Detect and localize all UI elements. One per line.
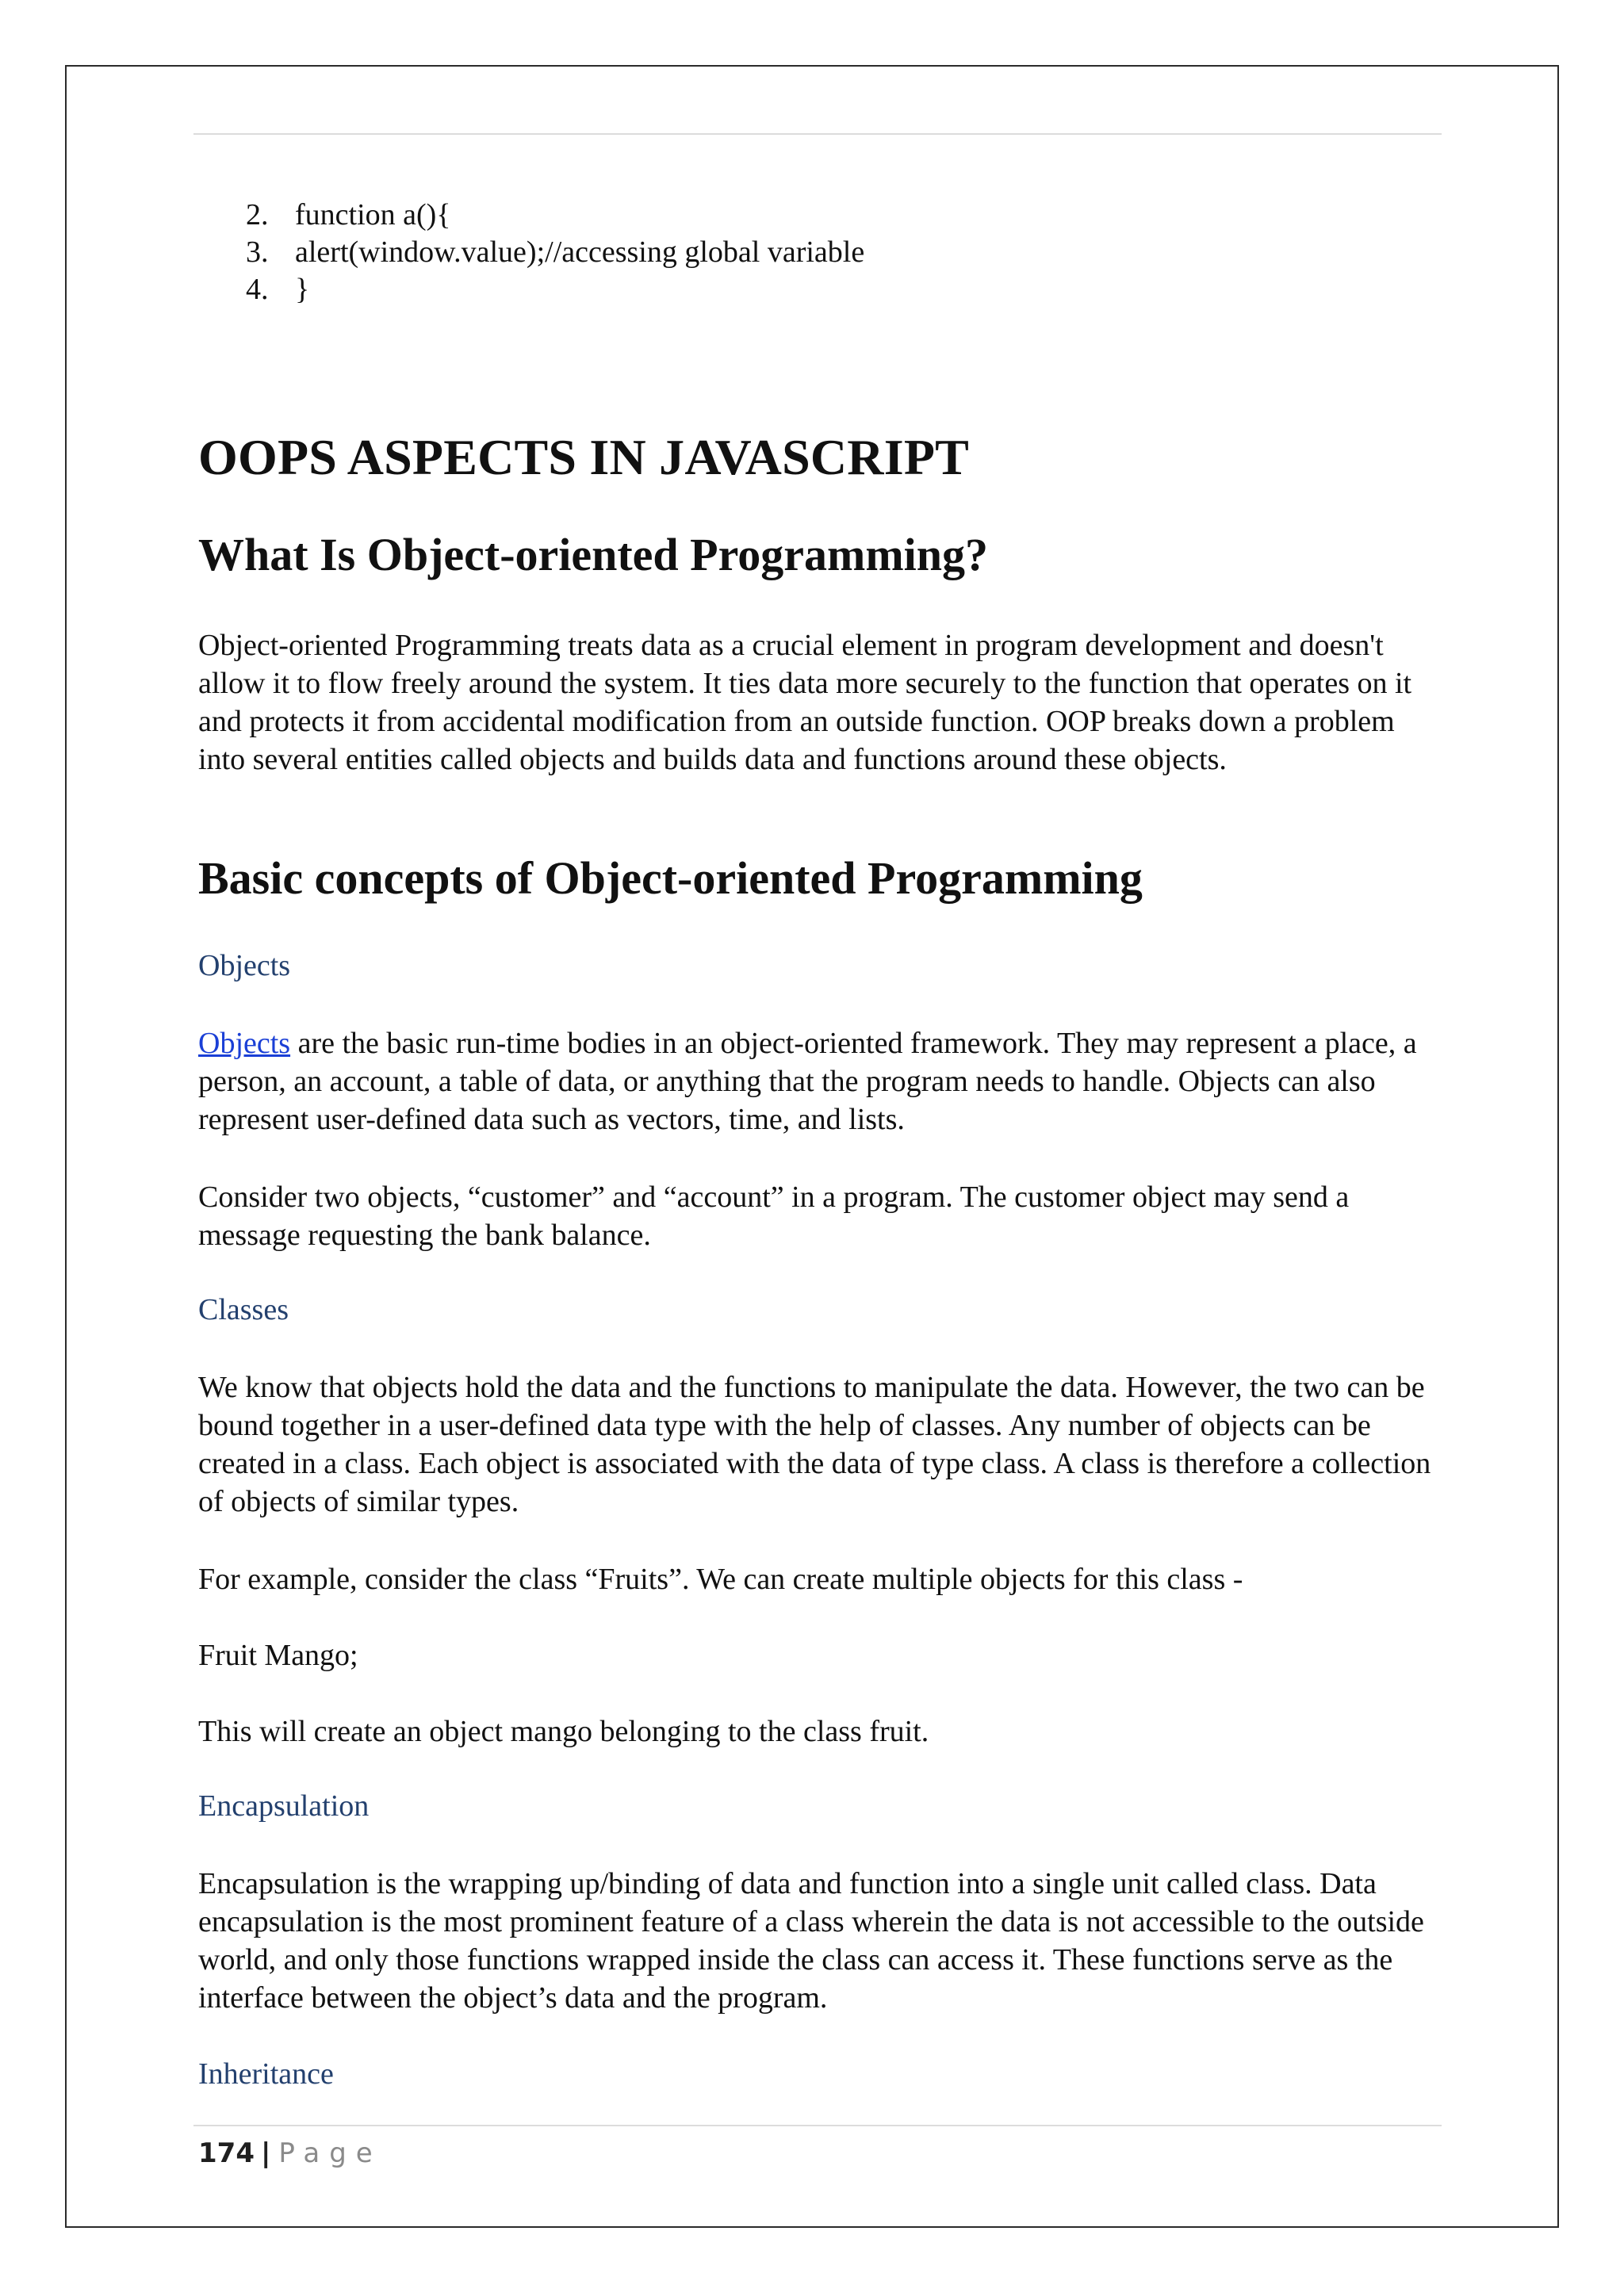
inheritance-subheading: Inheritance	[198, 2057, 334, 2091]
code-listing	[246, 197, 864, 308]
objects-subheading: Objects	[198, 949, 291, 982]
mango-paragraph: This will create an object mango belonging to the class fruit.	[198, 1715, 929, 1748]
code-line: 4. }	[246, 273, 310, 306]
code-line: 3. alert(window.value);//accessing global variable	[246, 235, 865, 269]
page-word: Page	[278, 2137, 382, 2169]
objects-link[interactable]: Objects	[198, 1027, 291, 1060]
encapsulation-subheading: Encapsulation	[198, 1789, 370, 1823]
footer-rule	[193, 2125, 1442, 2126]
classes-paragraph: We know that objects hold the data and the functions to manipulate the data. However, the two can be bound together in a user-defined data type with the help of classes. Any number of objects can be created in a class. Each object is associated with the data of type class. A class is therefore a collection of objects of similar types.	[198, 1371, 1431, 1518]
page-footer	[198, 2137, 382, 2169]
code-line: 2. function a(){	[246, 198, 451, 232]
encapsulation-paragraph: Encapsulation is the wrapping up/binding of data and function into a single unit called class. Data encapsulation is the most prominent feature of a class wherein the data is not accessible to the outside world, and only those functions wrapped inside the class can access it. These functions serve as the interface between the object’s data and the program.	[198, 1867, 1424, 2015]
what-is-oop-heading: What Is Object-oriented Programming?	[198, 529, 989, 580]
fruit-mango-line: Fruit Mango;	[198, 1639, 358, 1672]
basic-concepts-heading: Basic concepts of Object-oriented Programming	[198, 852, 1143, 904]
objects-paragraph: Objects are the basic run-time bodies in an object-oriented framework. They may represent a place, a person, an account, a table of data, or anything that the program needs to handle. Objects can also represent user-defined data such as vectors, time, and lists.	[198, 1027, 1417, 1136]
footer-separator: |	[260, 2137, 271, 2169]
classes-subheading: Classes	[198, 1293, 289, 1326]
consider-paragraph: Consider two objects, “customer” and “account” in a program. The customer object may send a message requesting the bank balance.	[198, 1181, 1350, 1252]
header-rule	[193, 133, 1442, 135]
what-is-oop-paragraph: Object-oriented Programming treats data as a crucial element in program development and doesn't allow it to flow freely around the system. It ties data more securely to the function that operates on it and protects it from accidental modification from an outside function. OOP breaks down a problem into several entities called objects and builds data and functions around these objects.	[198, 629, 1412, 776]
example-paragraph: For example, consider the class “Fruits”. We can create multiple objects for this class -	[198, 1563, 1243, 1596]
main-heading: OOPS ASPECTS IN JAVASCRIPT	[198, 429, 970, 485]
page-number: 174	[198, 2137, 255, 2169]
